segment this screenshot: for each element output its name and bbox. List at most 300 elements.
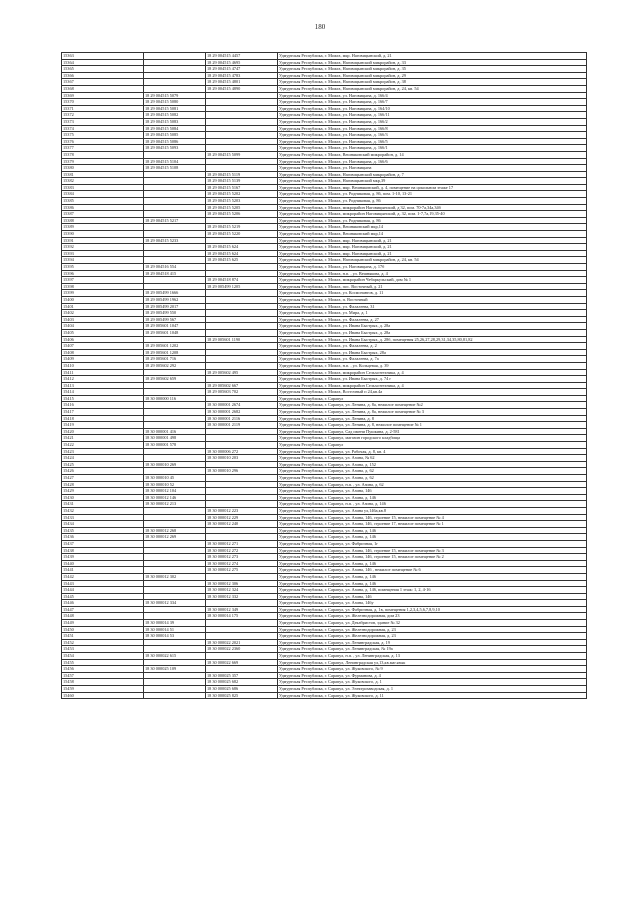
building-code-cell: 18 30 000012 269 bbox=[144, 534, 206, 541]
address-cell: Удмуртская Республика, г. Сарапул, магазин городского кладбища bbox=[278, 435, 587, 442]
table-row bbox=[62, 125, 587, 132]
building-code-cell: 18 29 004515 5233 bbox=[144, 237, 206, 244]
table-row bbox=[62, 151, 587, 158]
row-number-cell: 15419 bbox=[62, 422, 144, 429]
premises-code-cell: 18 30 000022 2021 bbox=[206, 639, 278, 646]
table-row bbox=[62, 296, 587, 303]
row-number-cell: 15401 bbox=[62, 303, 144, 310]
building-code-cell: 18 29 005601 716 bbox=[144, 356, 206, 363]
building-code-cell bbox=[144, 547, 206, 554]
premises-code-cell: 18 30 000012 275 bbox=[206, 567, 278, 574]
address-cell: Удмуртская Республика, г. Сарапул, ул. Азина, 146у bbox=[278, 600, 587, 607]
table-row bbox=[62, 534, 587, 541]
building-code-cell bbox=[144, 204, 206, 211]
premises-code-cell bbox=[206, 666, 278, 673]
address-cell: Удмуртская Республика, г. Можга, ул. Наговицына bbox=[278, 165, 587, 172]
address-cell: Удмуртская Республика, г. Сарапул, ул. Азина, д. 146 bbox=[278, 580, 587, 587]
table-row bbox=[62, 600, 587, 607]
premises-code-cell: 18 30 000010 203 bbox=[206, 455, 278, 462]
row-number-cell: 15432 bbox=[62, 507, 144, 514]
building-code-cell: 18 29 005499 2017 bbox=[144, 303, 206, 310]
premises-code-cell bbox=[206, 132, 278, 139]
row-number-cell: 15374 bbox=[62, 125, 144, 132]
premises-code-cell: 18 29 004515 4457 bbox=[206, 53, 278, 60]
address-cell: Удмуртская Республика, г. Можга, Вешняковский мкр,14 bbox=[278, 224, 587, 231]
table-row bbox=[62, 461, 587, 468]
row-number-cell: 15407 bbox=[62, 343, 144, 350]
building-code-cell: 18 29 005499 567 bbox=[144, 316, 206, 323]
address-cell: Удмуртская Республика, г. Сарапул, ул. Азина ул,146а,кв.8 bbox=[278, 507, 587, 514]
address-cell: Удмуртская Республика, г. Можга, микрорайон Сельхозтехника, д. 4 bbox=[278, 369, 587, 376]
premises-code-cell bbox=[206, 600, 278, 607]
table-row bbox=[62, 672, 587, 679]
table-row bbox=[62, 626, 587, 633]
table-row bbox=[62, 191, 587, 198]
building-code-cell bbox=[144, 382, 206, 389]
premises-code-cell bbox=[206, 270, 278, 277]
premises-code-cell: 18 30 000001 2119 bbox=[206, 422, 278, 429]
row-number-cell: 15444 bbox=[62, 587, 144, 594]
premises-code-cell bbox=[206, 165, 278, 172]
building-code-cell: 18 30 000010 269 bbox=[144, 461, 206, 468]
address-cell: Удмуртская Республика, г. Можга, ул. Наговицына, д. 166/2 bbox=[278, 118, 587, 125]
row-number-cell: 15392 bbox=[62, 244, 144, 251]
row-number-cell: 15403 bbox=[62, 316, 144, 323]
building-code-cell bbox=[144, 250, 206, 257]
building-code-cell: 18 29 004516 554 bbox=[144, 264, 206, 271]
row-number-cell: 15428 bbox=[62, 481, 144, 488]
table-row bbox=[62, 59, 587, 66]
row-number-cell: 15381 bbox=[62, 171, 144, 178]
building-code-cell bbox=[144, 257, 206, 264]
table-row bbox=[62, 244, 587, 251]
row-number-cell: 15398 bbox=[62, 283, 144, 290]
building-code-cell: 18 29 005601 1047 bbox=[144, 323, 206, 330]
building-code-cell: 18 29 005601 1208 bbox=[144, 349, 206, 356]
address-cell: Удмуртская Республика, г. Сарапул, ул. Фурманова, д. 4 bbox=[278, 672, 587, 679]
row-number-cell: 15388 bbox=[62, 217, 144, 224]
row-number-cell: 15458 bbox=[62, 679, 144, 686]
building-code-cell: 18 30 000010 45 bbox=[144, 475, 206, 482]
premises-code-cell: 18 29 004515 5220 bbox=[206, 231, 278, 238]
address-cell: Удмуртская Республика, г. Можга, ул. Наговицына, д. 166/6 bbox=[278, 158, 587, 165]
address-cell: Удмуртская Республика, г. Сарапул, ул. Ленина, д. 8а, нежилое помещение № 3 bbox=[278, 409, 587, 416]
premises-code-cell bbox=[206, 323, 278, 330]
building-code-cell bbox=[144, 567, 206, 574]
premises-code-cell bbox=[206, 428, 278, 435]
address-cell: Удмуртская Республика, г. Можга, ул. Наговицына, д. 17б bbox=[278, 264, 587, 271]
address-cell: Удмуртская Республика, г. Можга, ул. Ивана Быстрых, 28а bbox=[278, 349, 587, 356]
page-number: 180 bbox=[314, 23, 326, 31]
row-number-cell: 15408 bbox=[62, 349, 144, 356]
building-code-cell bbox=[144, 53, 206, 60]
building-code-cell bbox=[144, 679, 206, 686]
row-number-cell: 15450 bbox=[62, 626, 144, 633]
row-number-cell: 15439 bbox=[62, 554, 144, 561]
row-number-cell: 15369 bbox=[62, 92, 144, 99]
building-code-cell: 18 29 004515 5082 bbox=[144, 112, 206, 119]
address-cell: Удмуртская Республика, г. Сарапул, ул. Азина, д. 146, помещения 1 этаж: 1, 2, 4-16 bbox=[278, 587, 587, 594]
row-number-cell: 15396 bbox=[62, 270, 144, 277]
table-row bbox=[62, 554, 587, 561]
building-code-cell: 18 30 000000 116 bbox=[144, 395, 206, 402]
premises-code-cell: 18 29 004515 625 bbox=[206, 257, 278, 264]
address-cell: Удмуртская Республика, г. Сарапул, ул. Азина, д. 62 bbox=[278, 468, 587, 475]
table-row bbox=[62, 653, 587, 660]
address-cell: Удмуртская Республика, г. Сарапул, ул. Ленинградская, № 19а bbox=[278, 646, 587, 653]
address-cell: Удмуртская Республика, г. Сарапул, ул. Железнодорожная, дом 23 bbox=[278, 613, 587, 620]
table-row bbox=[62, 79, 587, 86]
registry-table bbox=[61, 52, 587, 699]
address-cell: Удмуртская Республика, г. Сарапул, ул. Ленина, д. 8а, нежилое помещение №2 bbox=[278, 402, 587, 409]
address-cell: Удмуртская Республика, г. Можга, мкр. Вешняковский, д. 4, помещение на цокольном этаже 17 bbox=[278, 184, 587, 191]
table-row bbox=[62, 455, 587, 462]
table-row bbox=[62, 606, 587, 613]
table-row bbox=[62, 580, 587, 587]
address-cell: Удмуртская Республика, г. Можга, п. Восточный bbox=[278, 296, 587, 303]
registry-table-body bbox=[62, 53, 587, 699]
premises-code-cell: 18 30 000012 332 bbox=[206, 593, 278, 600]
row-number-cell: 15445 bbox=[62, 593, 144, 600]
building-code-cell bbox=[144, 514, 206, 521]
building-code-cell bbox=[144, 151, 206, 158]
table-row bbox=[62, 224, 587, 231]
building-code-cell bbox=[144, 692, 206, 699]
premises-code-cell: 18 30 000022 669 bbox=[206, 659, 278, 666]
premises-code-cell: 18 29 004515 5203 bbox=[206, 198, 278, 205]
table-row bbox=[62, 270, 587, 277]
table-row bbox=[62, 303, 587, 310]
building-code-cell bbox=[144, 521, 206, 528]
row-number-cell: 15399 bbox=[62, 290, 144, 297]
address-cell: Удмуртская Республика, г. Сарапул, ул. Ленина, д. 8 bbox=[278, 415, 587, 422]
table-row bbox=[62, 264, 587, 271]
address-cell: Удмуртская Республика, г. Сарапул, Сад имени Пушкина, д. 2-581 bbox=[278, 428, 587, 435]
row-number-cell: 15427 bbox=[62, 475, 144, 482]
table-row bbox=[62, 679, 587, 686]
table-row bbox=[62, 329, 587, 336]
premises-code-cell bbox=[206, 376, 278, 383]
premises-code-cell bbox=[206, 112, 278, 119]
table-row bbox=[62, 92, 587, 99]
building-code-cell bbox=[144, 455, 206, 462]
premises-code-cell: 18 29 004515 624 bbox=[206, 244, 278, 251]
address-cell: Удмуртская Республика, г. Сарапул, ул. Жуковского, д. 1 bbox=[278, 679, 587, 686]
row-number-cell: 15452 bbox=[62, 639, 144, 646]
address-cell: Удмуртская Республика, г. Можга, ул. Мира, д. 1 bbox=[278, 310, 587, 317]
premises-code-cell bbox=[206, 481, 278, 488]
building-code-cell bbox=[144, 659, 206, 666]
table-row bbox=[62, 507, 587, 514]
row-number-cell: 15366 bbox=[62, 72, 144, 79]
premises-code-cell: 18 29 004515 5167 bbox=[206, 184, 278, 191]
building-code-cell: 18 29 005499 550 bbox=[144, 310, 206, 317]
premises-code-cell bbox=[206, 488, 278, 495]
address-cell: Удмуртская Республика, г. Можга, Вешняковский микрорайон, д. 14 bbox=[278, 151, 587, 158]
row-number-cell: 15376 bbox=[62, 138, 144, 145]
address-cell: Удмуртская Республика, г. Можга, ул. Наговицына, д. 166/7 bbox=[278, 99, 587, 106]
building-code-cell bbox=[144, 244, 206, 251]
building-code-cell: 18 29 004515 5084 bbox=[144, 125, 206, 132]
table-row bbox=[62, 204, 587, 211]
building-code-cell bbox=[144, 224, 206, 231]
building-code-cell bbox=[144, 198, 206, 205]
table-row bbox=[62, 145, 587, 152]
premises-code-cell: 18 29 004515 5139 bbox=[206, 178, 278, 185]
table-row bbox=[62, 593, 587, 600]
building-code-cell bbox=[144, 171, 206, 178]
row-number-cell: 15389 bbox=[62, 224, 144, 231]
premises-code-cell: 18 29 004515 4783 bbox=[206, 72, 278, 79]
row-number-cell: 15459 bbox=[62, 686, 144, 693]
building-code-cell bbox=[144, 336, 206, 343]
table-row bbox=[62, 362, 587, 369]
address-cell: Удмуртская Республика, г. Можга, ул. Фалалеева, д. 7а bbox=[278, 356, 587, 363]
table-row bbox=[62, 613, 587, 620]
row-number-cell: 15415 bbox=[62, 395, 144, 402]
address-cell: Удмуртская Республика, г. Можга, Наговицынский микрорайон, д. 35 bbox=[278, 66, 587, 73]
building-code-cell: 18 30 000012 213 bbox=[144, 501, 206, 508]
premises-code-cell: 18 29 004515 624 bbox=[206, 250, 278, 257]
address-cell: Удмуртская Республика, г. Сарапул, ул. Азина, д. 146 bbox=[278, 534, 587, 541]
row-number-cell: 15434 bbox=[62, 521, 144, 528]
table-row bbox=[62, 178, 587, 185]
address-cell: Удмуртская Республика, г. Можга, микрорайон Чебаркульский, дом № 1 bbox=[278, 277, 587, 284]
row-number-cell: 15454 bbox=[62, 653, 144, 660]
building-code-cell bbox=[144, 554, 206, 561]
address-cell: Удмуртская Республика, г. Сарапул, н.п. , ул. Ленинградская, д. 13 bbox=[278, 653, 587, 660]
table-row bbox=[62, 514, 587, 521]
building-code-cell bbox=[144, 587, 206, 594]
address-cell: Удмуртская Республика, г. Сарапул, ул. Азина, 146, строение 15, нежилое помещение № 4 bbox=[278, 514, 587, 521]
row-number-cell: 15449 bbox=[62, 620, 144, 627]
premises-code-cell: 18 30 000012 272 bbox=[206, 547, 278, 554]
table-row bbox=[62, 356, 587, 363]
table-row bbox=[62, 481, 587, 488]
building-code-cell bbox=[144, 593, 206, 600]
address-cell: Удмуртская Республика, г. Сарапул, ул. Фабричная, д. 1в, помещения 1,2,3,4,5,6,7,8,9,10 bbox=[278, 606, 587, 613]
row-number-cell: 15393 bbox=[62, 250, 144, 257]
address-cell: Удмуртская Республика, г. Можга, ул. Фалалеева, д. 2 bbox=[278, 343, 587, 350]
premises-code-cell bbox=[206, 534, 278, 541]
table-row bbox=[62, 488, 587, 495]
row-number-cell: 15363 bbox=[62, 53, 144, 60]
building-code-cell: 18 30 000012 268 bbox=[144, 527, 206, 534]
premises-code-cell: 18 29 004515 4747 bbox=[206, 66, 278, 73]
row-number-cell: 15365 bbox=[62, 66, 144, 73]
building-code-cell: 18 30 000012 302 bbox=[144, 573, 206, 580]
address-cell: Удмуртская Республика, г. Можга, микрорайон Сельхозтехника, д. 4 bbox=[278, 382, 587, 389]
address-cell: Удмуртская Республика, г. Сарапул, ул. Азина, 146 bbox=[278, 593, 587, 600]
premises-code-cell bbox=[206, 217, 278, 224]
premises-code-cell bbox=[206, 653, 278, 660]
premises-code-cell: 18 30 000012 324 bbox=[206, 587, 278, 594]
address-cell: Удмуртская Республика, г. Сарапул, ул. Азина, 146, строение 15, нежилое помещение № 2 bbox=[278, 554, 587, 561]
address-cell: Удмуртская Республика, г. Можга, ул. Ивана Быстрых, д. 28а bbox=[278, 329, 587, 336]
building-code-cell: 18 29 004515 5080 bbox=[144, 99, 206, 106]
premises-code-cell bbox=[206, 105, 278, 112]
row-number-cell: 15414 bbox=[62, 389, 144, 396]
row-number-cell: 15460 bbox=[62, 692, 144, 699]
building-code-cell bbox=[144, 79, 206, 86]
building-code-cell bbox=[144, 422, 206, 429]
row-number-cell: 15380 bbox=[62, 165, 144, 172]
building-code-cell bbox=[144, 283, 206, 290]
address-cell: Удмуртская Республика, г. Можга, ул. Наговицына, д. 166/5 bbox=[278, 138, 587, 145]
premises-code-cell: 18 29 004515 5219 bbox=[206, 224, 278, 231]
table-row bbox=[62, 231, 587, 238]
building-code-cell: 18 29 004515 5217 bbox=[144, 217, 206, 224]
building-code-cell bbox=[144, 672, 206, 679]
premises-code-cell: 18 29 004515 5205 bbox=[206, 204, 278, 211]
table-row bbox=[62, 85, 587, 92]
premises-code-cell bbox=[206, 296, 278, 303]
table-row bbox=[62, 573, 587, 580]
premises-code-cell: 18 30 000025 825 bbox=[206, 692, 278, 699]
row-number-cell: 15394 bbox=[62, 257, 144, 264]
premises-code-cell: 18 30 000001 2682 bbox=[206, 409, 278, 416]
row-number-cell: 15443 bbox=[62, 580, 144, 587]
address-cell: Удмуртская Республика, г. Можга, Наговицынский микрорайон, д. 33 bbox=[278, 59, 587, 66]
address-cell: Удмуртская Республика, г. Сарапул, ул. Ленинградская, д. 19 bbox=[278, 639, 587, 646]
row-number-cell: 15457 bbox=[62, 672, 144, 679]
table-row bbox=[62, 290, 587, 297]
row-number-cell: 15447 bbox=[62, 606, 144, 613]
address-cell: Удмуртская Республика, г. Можга, мкр. Наговицынский, д. 21 bbox=[278, 244, 587, 251]
building-code-cell: 18 30 000022 615 bbox=[144, 653, 206, 660]
premises-code-cell bbox=[206, 310, 278, 317]
table-row bbox=[62, 468, 587, 475]
building-code-cell: 18 29 004515 5081 bbox=[144, 105, 206, 112]
table-row bbox=[62, 620, 587, 627]
row-number-cell: 15437 bbox=[62, 540, 144, 547]
premises-code-cell: 18 30 000010 296 bbox=[206, 468, 278, 475]
premises-code-cell: 18 30 000014 175 bbox=[206, 613, 278, 620]
premises-code-cell: 18 29 004515 4801 bbox=[206, 79, 278, 86]
premises-code-cell bbox=[206, 158, 278, 165]
premises-code-cell: 18 30 000025 682 bbox=[206, 679, 278, 686]
premises-code-cell bbox=[206, 501, 278, 508]
table-row bbox=[62, 53, 587, 60]
premises-code-cell bbox=[206, 573, 278, 580]
address-cell: Удмуртская Республика, г. Можга, ул. Ивана Быстрых, д. 74 г bbox=[278, 376, 587, 383]
row-number-cell: 15377 bbox=[62, 145, 144, 152]
address-cell: Удмуртская Республика, г. Сарапул bbox=[278, 395, 587, 402]
address-cell: Удмуртская Республика, г. Сарапул, ул. Азина, д. 152 bbox=[278, 461, 587, 468]
row-number-cell: 15431 bbox=[62, 501, 144, 508]
table-row bbox=[62, 402, 587, 409]
row-number-cell: 15425 bbox=[62, 461, 144, 468]
building-code-cell bbox=[144, 402, 206, 409]
row-number-cell: 15436 bbox=[62, 534, 144, 541]
building-code-cell: 18 29 005602 292 bbox=[144, 362, 206, 369]
building-code-cell: 18 30 000012 334 bbox=[144, 600, 206, 607]
address-cell: Удмуртская Республика, г. Можга, ул. Наговицына, д. 164/10 bbox=[278, 105, 587, 112]
row-number-cell: 15438 bbox=[62, 547, 144, 554]
address-cell: Удмуртская Республика, г. Можга, микрорайон Наговицынский, д 32, пом. 70-7а,34а,34б bbox=[278, 204, 587, 211]
building-code-cell bbox=[144, 613, 206, 620]
row-number-cell: 15416 bbox=[62, 402, 144, 409]
premises-code-cell: 18 29 004515 5202 bbox=[206, 191, 278, 198]
row-number-cell: 15404 bbox=[62, 323, 144, 330]
premises-code-cell bbox=[206, 356, 278, 363]
building-code-cell: 18 29 005601 1048 bbox=[144, 329, 206, 336]
row-number-cell: 15372 bbox=[62, 112, 144, 119]
building-code-cell: 18 29 004515 5085 bbox=[144, 132, 206, 139]
building-code-cell bbox=[144, 468, 206, 475]
row-number-cell: 15412 bbox=[62, 376, 144, 383]
premises-code-cell bbox=[206, 527, 278, 534]
building-code-cell: 18 30 000014 53 bbox=[144, 633, 206, 640]
premises-code-cell bbox=[206, 316, 278, 323]
table-row bbox=[62, 336, 587, 343]
address-cell: Удмуртская Республика, г. Сарапул, ул. Азина, № 62 bbox=[278, 455, 587, 462]
premises-code-cell bbox=[206, 435, 278, 442]
building-code-cell bbox=[144, 686, 206, 693]
row-number-cell: 15446 bbox=[62, 600, 144, 607]
address-cell: Удмуртская Республика, г. Можга, Вешняковский мкр,14 bbox=[278, 231, 587, 238]
building-code-cell: 18 29 004515 5086 bbox=[144, 138, 206, 145]
row-number-cell: 15435 bbox=[62, 527, 144, 534]
building-code-cell bbox=[144, 178, 206, 185]
row-number-cell: 15426 bbox=[62, 468, 144, 475]
table-row bbox=[62, 415, 587, 422]
table-row bbox=[62, 639, 587, 646]
table-row bbox=[62, 692, 587, 699]
premises-code-cell: 18 29 004515 5119 bbox=[206, 171, 278, 178]
premises-code-cell: 18 30 000012 240 bbox=[206, 521, 278, 528]
table-row bbox=[62, 72, 587, 79]
address-cell: Удмуртская Республика, г. Сарапул, н.п. , ул. Азина, д. 146 bbox=[278, 501, 587, 508]
premises-code-cell bbox=[206, 442, 278, 449]
address-cell: Удмуртская Республика, г. Можга, Наговицынский микрорайон, д. 7 bbox=[278, 171, 587, 178]
row-number-cell: 15440 bbox=[62, 560, 144, 567]
premises-code-cell: 18 30 000012 223 bbox=[206, 507, 278, 514]
premises-code-cell bbox=[206, 461, 278, 468]
address-cell: Удмуртская Республика, г. Можга, мкр. Наговицынский, д. 21 bbox=[278, 53, 587, 60]
building-code-cell bbox=[144, 540, 206, 547]
building-code-cell bbox=[144, 606, 206, 613]
address-cell: Удмуртская Республика, г. Сарапул, ул. Азина, 146, строение 17, нежилое помещение № 1 bbox=[278, 521, 587, 528]
table-row bbox=[62, 112, 587, 119]
address-cell: Удмуртская Республика, г. Сарапул, ул. Азина, д. 146 bbox=[278, 494, 587, 501]
premises-code-cell bbox=[206, 349, 278, 356]
premises-code-cell: 18 30 000022 2360 bbox=[206, 646, 278, 653]
building-code-cell: 18 29 004518 415 bbox=[144, 270, 206, 277]
premises-code-cell: 18 30 000012 271 bbox=[206, 540, 278, 547]
address-cell: Удмуртская Республика, г. Можга, ул. Фалалеева, д. 27 bbox=[278, 316, 587, 323]
table-row bbox=[62, 475, 587, 482]
premises-code-cell bbox=[206, 395, 278, 402]
table-row bbox=[62, 349, 587, 356]
premises-code-cell: 18 30 000025 357 bbox=[206, 672, 278, 679]
address-cell: Удмуртская Республика, г. Сарапул, ул. Фабричная, 1г bbox=[278, 540, 587, 547]
address-cell: Удмуртская Республика, г. Сарапул, ул. Декабристов, здание № 32 bbox=[278, 620, 587, 627]
address-cell: Удмуртская Республика, г. Можга, ул. Наговицына, д. 166/1 bbox=[278, 145, 587, 152]
premises-code-cell bbox=[206, 626, 278, 633]
premises-code-cell: 18 29 005601 1190 bbox=[206, 336, 278, 343]
building-code-cell bbox=[144, 639, 206, 646]
building-code-cell: 18 30 000012 104 bbox=[144, 488, 206, 495]
row-number-cell: 15370 bbox=[62, 99, 144, 106]
building-code-cell: 18 30 000014 39 bbox=[144, 620, 206, 627]
table-row bbox=[62, 389, 587, 396]
address-cell: Удмуртская Республика, г. Сарапул, ул. Рабочая, д. 8, кв. 4 bbox=[278, 448, 587, 455]
address-cell: Удмуртская Республика, г. Можга, ул. Наговицына, д. 166/8 bbox=[278, 125, 587, 132]
row-number-cell: 15390 bbox=[62, 231, 144, 238]
premises-code-cell bbox=[206, 92, 278, 99]
building-code-cell: 18 30 000025 109 bbox=[144, 666, 206, 673]
